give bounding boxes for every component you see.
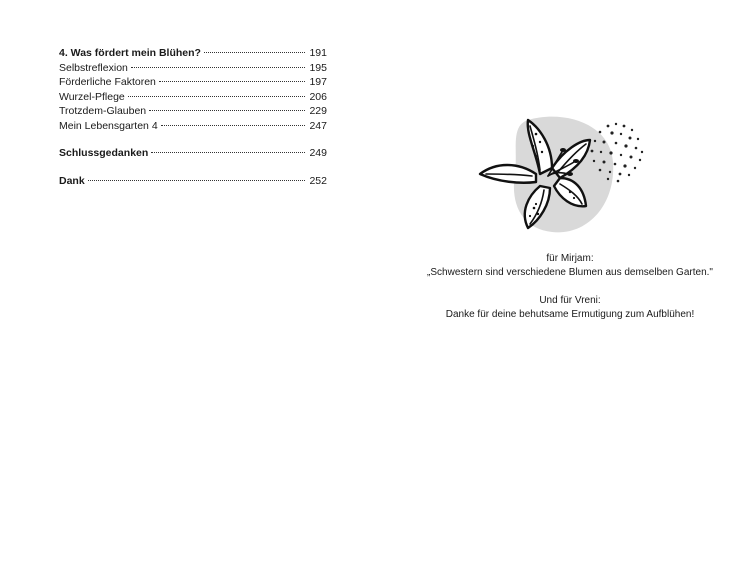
- toc-entry-title: Selbstreflexion: [59, 61, 128, 74]
- toc-entry-page: 197: [309, 76, 327, 88]
- toc-entry-page: 247: [309, 119, 327, 132]
- toc-entry-page: 195: [309, 61, 327, 74]
- toc-entry: [59, 104, 327, 119]
- spacer: [59, 133, 327, 146]
- toc-entry: [59, 119, 327, 134]
- dedication-line: Und für Vreni:: [539, 295, 601, 306]
- toc-entry-title: Mein Lebensgarten 4: [59, 119, 158, 132]
- dedication-quote: „Schwestern sind verschiedene Blumen aus demselben Garten.": [427, 267, 713, 278]
- dot-leader: [151, 151, 305, 153]
- dedication: [420, 252, 720, 322]
- toc-entry-page: 249: [309, 147, 327, 159]
- toc-entry-schluss: [59, 146, 327, 161]
- spacer: [59, 161, 327, 174]
- dot-leader: [131, 66, 306, 68]
- toc-entry: [59, 46, 327, 61]
- toc-entry-title: Dank: [59, 174, 85, 187]
- toc-entry-dank: [59, 174, 327, 189]
- toc-entry-page: 191: [309, 47, 327, 59]
- dot-leader: [204, 51, 306, 53]
- dedication-line: für Mirjam:: [546, 253, 594, 264]
- toc-entry-page: 252: [309, 174, 327, 187]
- dot-leader: [159, 80, 306, 82]
- dot-leader: [161, 124, 306, 126]
- dedication-block-1: [420, 252, 720, 280]
- dedication-line: Danke für deine behutsame Ermutigung zum Aufblühen!: [445, 309, 695, 320]
- toc-entry: [59, 90, 327, 105]
- toc-entry-title: Schlussgedanken: [59, 147, 149, 159]
- toc-entry-title: Trotzdem-Glauben: [59, 105, 147, 117]
- toc-entry-page: 206: [309, 90, 327, 103]
- toc-entry-title: 4. Was fördert mein Blühen?: [59, 47, 201, 59]
- toc-entry: [59, 61, 327, 76]
- dot-leader: [128, 95, 306, 97]
- dedication-block-2: [420, 294, 720, 322]
- toc-entry-title: Förderliche Faktoren: [59, 76, 156, 88]
- toc-entry-title: Wurzel-Pflege: [59, 90, 125, 103]
- toc-entry: [59, 75, 327, 90]
- dot-leader: [149, 109, 305, 111]
- table-of-contents: [59, 46, 327, 188]
- lily-flower-icon: [470, 112, 660, 242]
- toc-entry-page: 229: [309, 105, 327, 117]
- dot-leader: [88, 179, 306, 181]
